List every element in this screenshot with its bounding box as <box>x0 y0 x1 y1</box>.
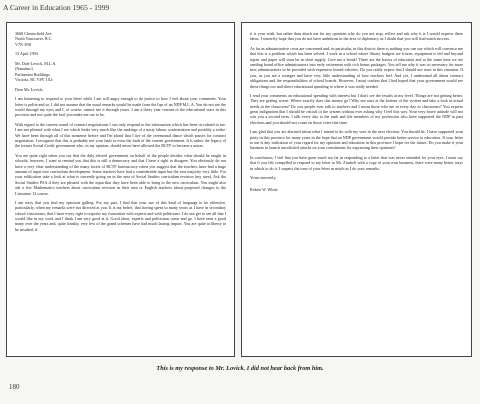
recipient-line: Parliament Buildings <box>15 71 50 77</box>
letter-page-right <box>241 22 472 357</box>
recipient-line: (Nanaimo) <box>15 66 33 72</box>
page-number: 180 <box>9 383 20 391</box>
letter-date: 13 April 1994 <box>15 51 38 57</box>
letter-paragraph: I am sorry that you find my opinions galling. For my part, I find that your use of this kind of language to be offensive, particularly, when my remarks were not directed at you. It is my belief, that having spent so many years as I have in secondary school classrooms, that I have every right to express my frustration with experts and with politicians. I do not get to see all that I would like in my work and I think I am very good at it. Good ideas, experts and politicians come and go. I have seen a good many over the years and, quite frankly, very few of the grand schemes have had much lasting impact. You are quite at liberty to be insulted, if <box>15 199 226 232</box>
recipient-address <box>15 61 226 83</box>
letter-paragraph: In conclusion, I feel that you have gone much too far in responding to a letter that was never intended for your eyes. I must say that if you felt compelled to respond to my letter to Mr. Zirnhelt with a copy of your own business, there were many better ways in which to do it. I suspect the tone of your letter as much as I do your remarks. <box>250 154 463 171</box>
sender-address <box>15 31 226 47</box>
signature-name: Robert W. White <box>250 187 278 193</box>
letter-paragraph: I am hastening to respond to your letter while I am still angry enough to do justice to how I feel about your comments. Your letter is polite and so, I did not assume that the usual remarks would be made from the lips of an NDP M.L.A. You do not see the world through my eyes and I, of course, cannot see it through yours. I am a thirty year veteran of the educational wars in this province and not quite the fool you make me out to be. <box>15 96 226 118</box>
letter-paragraph: As far as administrative costs are concerned and, in particular, in this district there is nothing you can say which will convince me that this is a problem which has been solved. I work in a school where library budgets are frozen, equipment is old and beyond repair and paper will soon be in short supply. Give me a break! These are the basics of education and at the same time we are sending board office administrators into early retirement with rich bonus packages. You tell me why it was so necessary for more new administrators to be provided with expensive leased vehicles. Do you really expect that I should not react to this situation. If you, as you are a stranger and have very little understanding of how teachers feel. And yet, I understand all about contract obligations and the responsibilities of school boards. However, I must confess that I had hoped that your government would see these things too and direct educational spending to where it was really needed. <box>250 45 463 89</box>
recipient-line: Mr. Dale Lovick, M.L.A. <box>15 60 57 66</box>
letter-closing: Yours sincerely, <box>250 174 277 180</box>
salutation: Dear Mr. Lovick: <box>15 86 44 92</box>
book-running-header: A Career in Education 1965 - 1999 <box>3 3 110 12</box>
letter-paragraph: I read your comments on educational spending with interest but I don't see the results at my level. Things are not getting better. They are getting worse. Where exactly does this money go? Why not start at the bottom of the system and take a look at actual needs in the classroom? Do you people ever talk to teachers and I mean those who are in every day in classrooms? You express great indignation that I should be critical of the system without ever asking why I feel this way. Your very brave attitude will not win you a second term. I talk every day to the rank and file members of my profession who have supported the NDP in past elections and you should not count on those votes this time. <box>250 92 463 125</box>
letter-paragraph: I am glad that you are alarmed about what I intend to do with my vote in the next election. You should be. I have supported your party in this province for many years in the hope that an NDP government would provide better service to education. If your letter to me is any indication of your regard for my opinions and education in this province I hope for the future. Do you make it your business to launch unsolicited attacks on your constituents for expressing their opinions? <box>250 129 464 151</box>
letter-paragraph: You are quite right when you say that the duly elected government on behalf of the people decides what should be taught in schools; however, I want to remind you that this is still a democracy and that I have a right to disagree. You obviously do not have a very clear understanding of the many facets of BCTF bureaucracy when you suggest that the teachers have had a huge amount of input into curriculum development. Some teachers have had a considerable input but the vast majority very little. For your edification take a look at what is currently going on in the area of Social Studies curriculum revision (my area). Ask the Social Studies PSA if they are pleased with the input that they have been able to bring to the new curriculum. You might also ask a few Mathematics teachers about curriculum revision in their area or English teachers about proposed changes to the Literature 12 course. <box>15 152 226 196</box>
address-line: North Vancouver, B.C. <box>15 36 53 42</box>
address-line: V7N 3N8 <box>15 41 32 47</box>
letter-paragraph: With regard to the current round of contract negotiations I can only respond to the information which has been circulated to me. I am not pleased with what I see which looks very much like the makings of a nasty labour confrontation and possibly a strike. We have been through all of this nonsense before and I'm afraid that I tire of the ceremonial dance which passes for contract negotiation. I recognize that this is probably not your fault or even the fault of the current government. It is rather the legacy of the former Social Credit government who, in my opinion, should never have allowed the BCTF to become a union. <box>15 121 226 149</box>
letter-paragraph: it is your wish, but rather than attack me for my opinions why do you not stop, reflect and ask why it is I would express these ideas. I sincerely hope that you do not have ambitions in the area of diplomacy as I doubt that you will find much success. <box>250 31 463 42</box>
recipient-line: Victoria, BC V8V 1X4 <box>15 77 53 83</box>
address-line: 3668 Chesterfield Ave <box>15 31 52 36</box>
letter-page-left <box>6 22 235 357</box>
figure-caption: This is my response to Mr. Lovick. I did not hear back from him. <box>156 365 324 372</box>
